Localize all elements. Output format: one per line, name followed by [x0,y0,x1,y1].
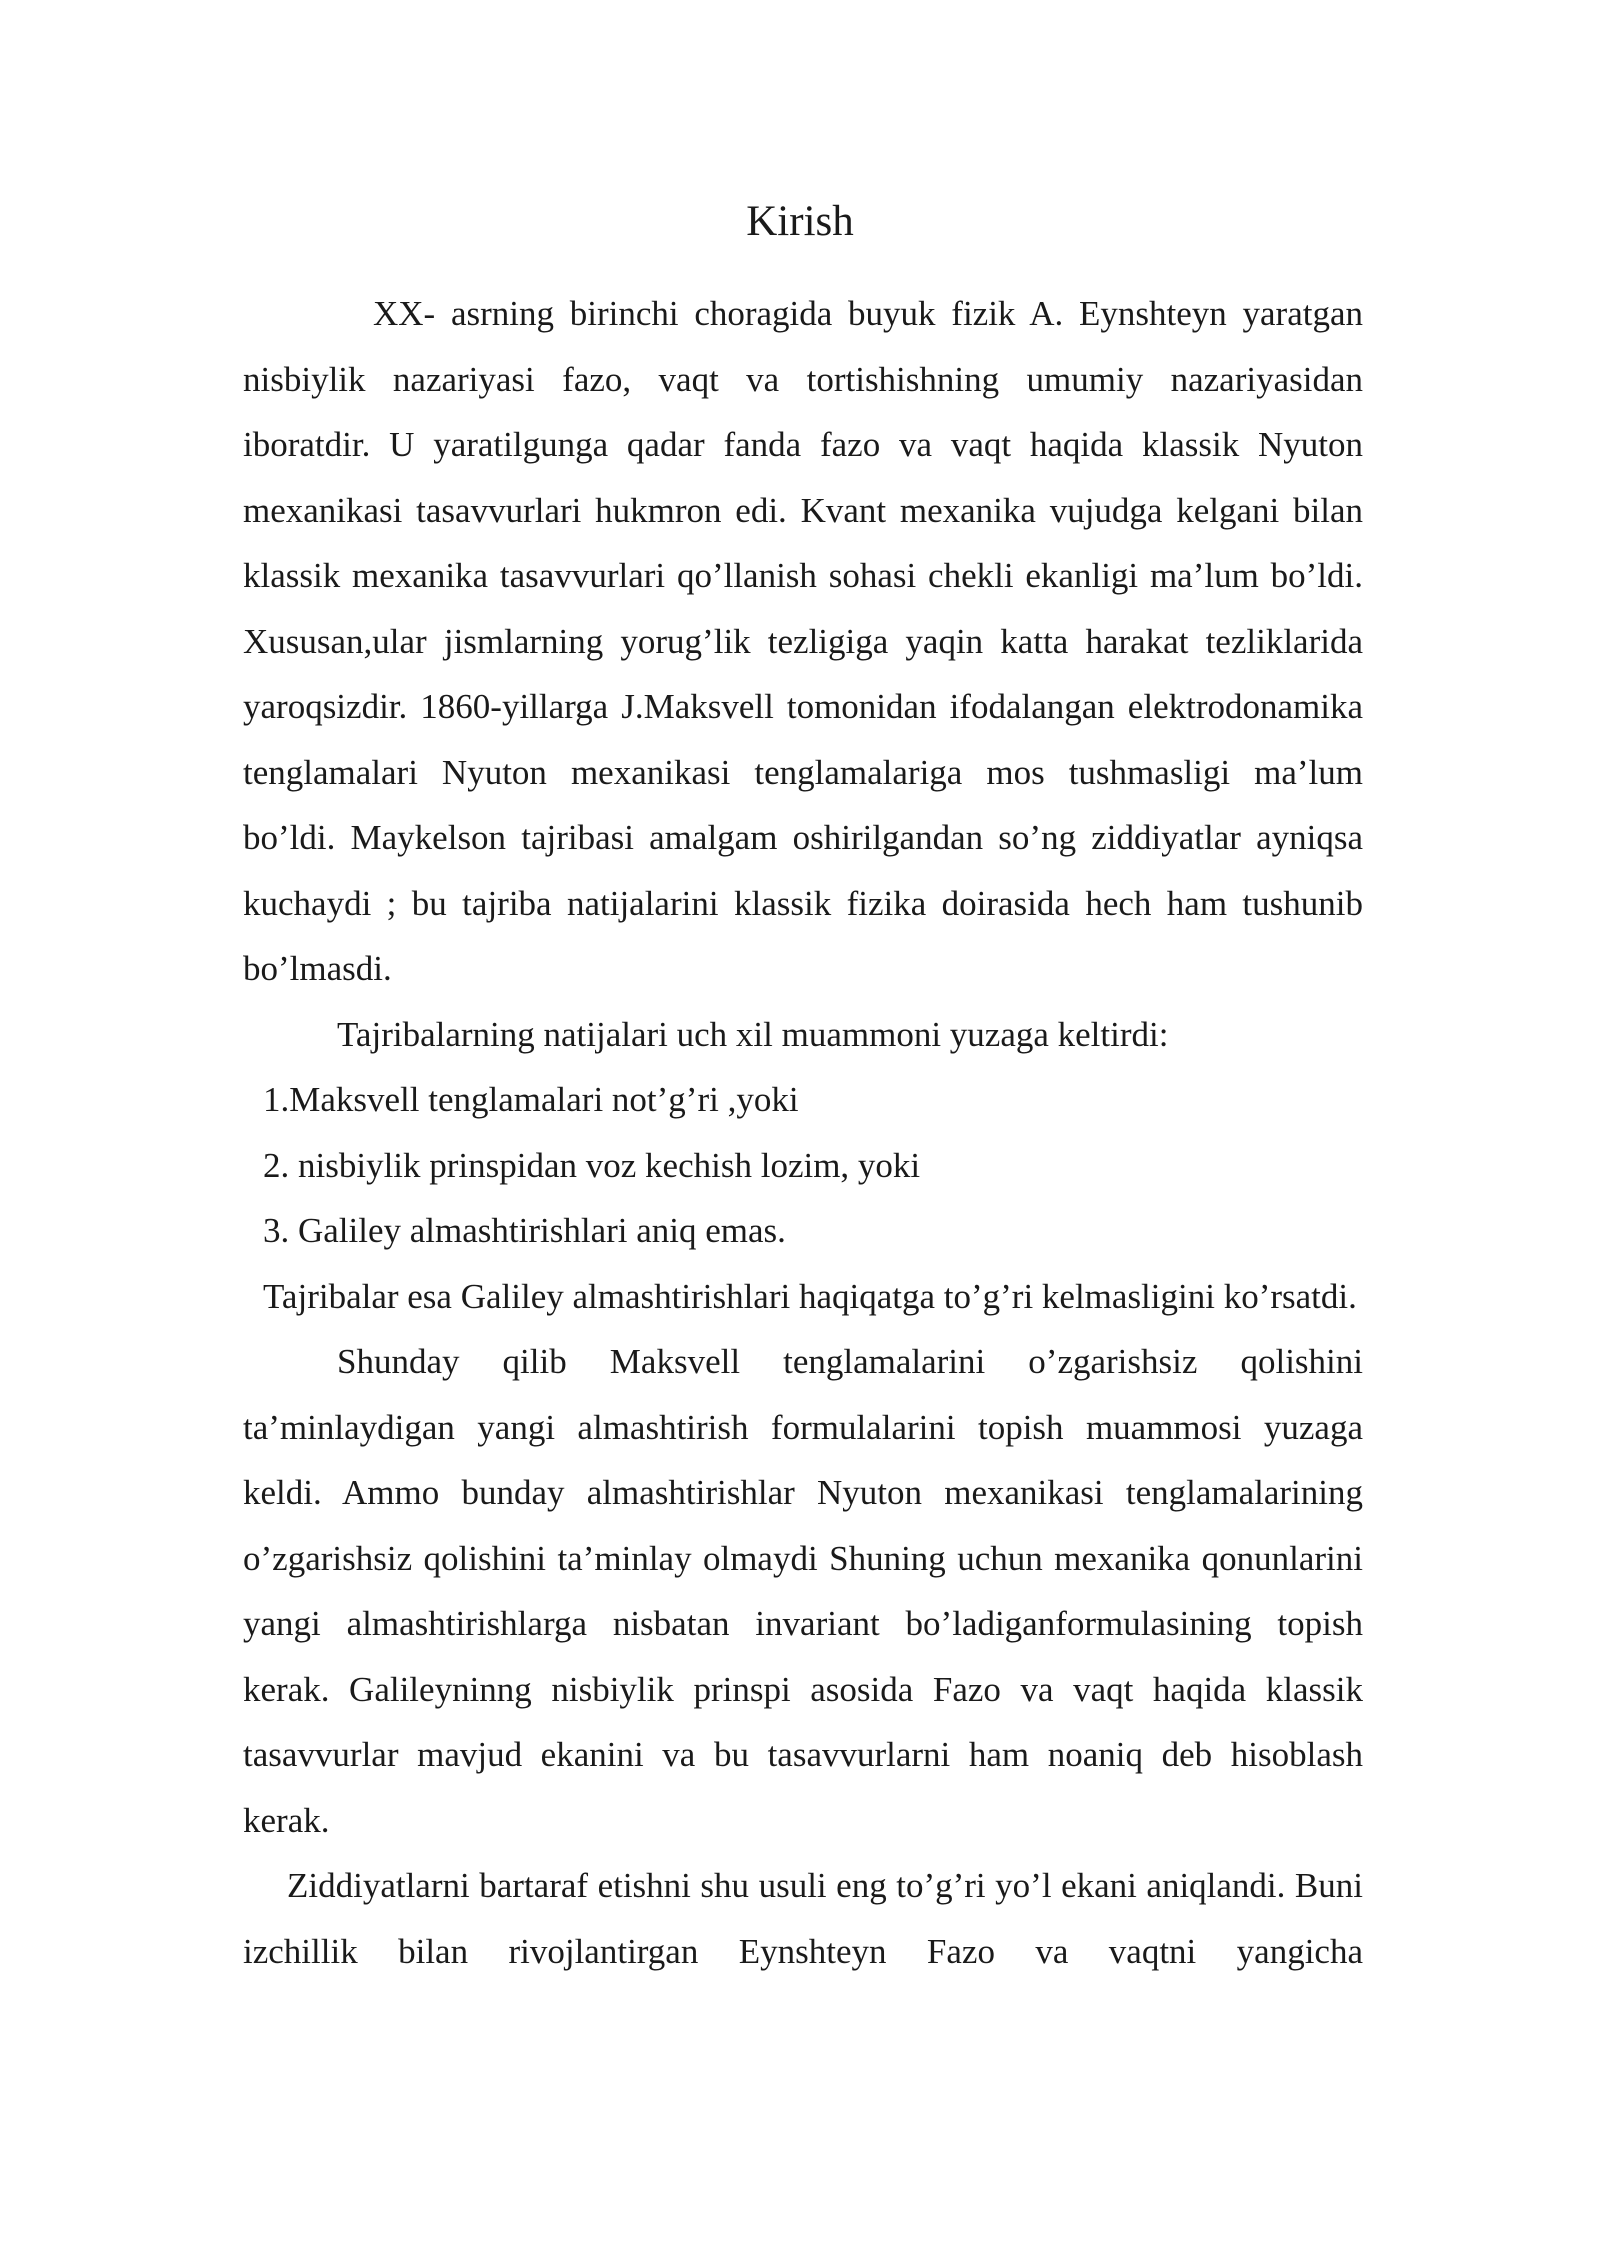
paragraph-resolution: Ziddiyatlarni bartaraf etishni shu usuli eng to’g’ri yo’l ekani aniqlandi. Buni izchillik bilan rivojlantirgan Eynshteyn Fazo va vaqtni yangicha [243,1866,1363,1971]
paragraph-problems-lead: Tajribalarning natijalari uch xil muammoni yuzaga keltirdi: [337,1014,1169,1054]
paragraph-intro: XX- asrning birinchi choragida buyuk fizik A. Eynshteyn yaratgan nisbiylik nazariyasi fazo, vaqt va tortishishning umumiy nazariyasidan iboratdir. U yaratilgunga qadar fanda fazo va vaqt haqida klassik Nyuton mexanikasi tasavvurlari hukmron edi. Kvant mexanika vujudga kelgani bilan klassik mexanika tasavvurlari qo’llanish sohasi chekli ekanligi ma’lum bo’ldi. Xususan,ular jismlarning yorug’lik tezligiga yaqin katta harakat tezliklarida yaroqsizdir. 1860-yillarga J.Maksvell tomonidan ifodalangan elektrodonamika tenglamalari Nyuton mexanikasi tenglamalariga mos tushmasligi ma’lum bo’ldi. Maykelson tajribasi amalgam oshirilgandan so’ng ziddiyatlar ayniqsa kuchaydi ; bu tajriba natijalarini klassik fizika doirasida hech ham tushunib bo’lmasdi. [243,294,1363,988]
document-body [243,281,1363,1984]
paragraph-experiments: Tajribalar esa Galiley almashtirishlari haqiqatga to’g’ri kelmasligini ko’rsatdi. [263,1276,1357,1316]
paragraph-transformations: Shunday qilib Maksvell tenglamalarini o’zgarishsiz qolishini ta’minlaydigan yangi almashtirish formulalarini topish muammosi yuzaga keldi. Ammo bunday almashtirishlar Nyuton mexanikasi tenglamalarining o’zgarishsiz qolishini ta’minlay olmaydi Shuning uchun mexanika qonunlarini yangi almashtirishlarga nisbatan invariant bo’ladiganformulasining topish kerak. Galileyninng nisbiylik prinspi asosida Fazo va vaqt haqida klassik tasavvurlar mavjud ekanini va bu tasavvurlarni ham noaniq deb hisoblash kerak. [243,1342,1363,1840]
list-item-2: 2. nisbiylik prinspidan voz kechish lozim, yoki [263,1145,921,1185]
list-item-3: 3. Galiley almashtirishlari aniq emas. [263,1211,786,1250]
list-item-1: 1.Maksvell tenglamalari not’g’ri ,yoki [263,1080,799,1119]
page-title: Kirish [746,198,854,245]
